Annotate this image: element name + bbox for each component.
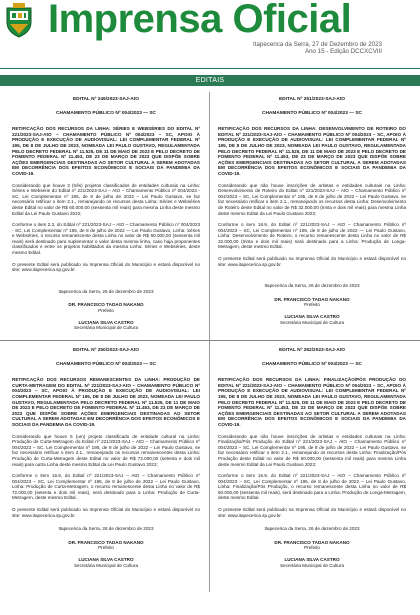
edital-heading: RETIFICAÇÃO DOS RECURSOS DA LINHA: SÉRIES E WEBSÉRIES DO EDITAL Nº 221/2023-SAJ-AtO – CHAMAMENTO PÚBLICO Nº 004/2023 – SC, APOIO À PRODUÇÃO E EXECUÇÃO DE AUDIOVISUAL: LEI COMPLEMENTAR FEDERAL Nº 195, DE 8 DE JULHO DE 2023, NOMEADA LEI PAULO GUSTAVO, REGULAMENTADA PELO DECRETO FEDERAL Nº 11.525, DE 11 DE MAIO DE 2023 E PELO DECRETO DE FOMENTO FEDERAL Nº 11.453, DE 23 DE MARÇO DE 2023 QUE DISPÕE SOBRE AÇÕES EMERGENCIAIS DESTINADAS AO SETOR CULTURAL A SEREM ADOTADAS EM DECORRÊNCIA DOS EFEITOS ECONÔMICOS E SOCIAIS DA PANDEMIA DA COVID-19. <box>12 126 200 176</box>
publication-info <box>253 41 382 55</box>
edital-paragraph: O presente Edital será publicado na Imprensa Oficial do Município e estará disponível no site: www.itapecerica.sp.gov.br. <box>218 507 406 518</box>
publication-title: Imprensa Oficial <box>48 0 352 41</box>
edital-heading: RETIFICAÇÃO DOS RECURSOS DA LINHA: FINALIZAÇÃO/PÓS PRODUÇÃO DO EDITAL Nº 221/2023-SAJ-AtO – CHAMAMENTO PÚBLICO Nº 004/2023 – SC, APOIO À PRODUÇÃO E EXECUÇÃO DE AUDIOVISUAL: LEI COMPLEMENTAR FEDERAL Nº 195, DE 8 DE JULHO DE 2023, NOMEADA LEI PAULO GUSTAVO, REGULAMENTADA PELO DECRETO FEDERAL Nº 11.525, DE 11 DE MAIO DE 2023 E PELO DECRETO DE FOMENTO FEDERAL Nº 11.453, DE 23 DE MARÇO DE 2023 QUE DISPÕE SOBRE AÇÕES EMERGENCIAIS DESTINADAS AO SETOR CULTURAL A SEREM ADOTADAS EM DECORRÊNCIA DOS EFEITOS ECONÔMICOS E SOCIAIS DA PANDEMIA DA COVID-19. <box>218 377 406 427</box>
edital-252 <box>218 348 406 574</box>
edital-heading: RETIFICAÇÃO DOS RECURSOS DA LINHA: DESENVOLVIMENTO DE ROTEIRO DO EDITAL Nº 221/2023-SAJ-AtO – CHAMAMENTO PÚBLICO Nº 004/2023 – SC, APOIO À PRODUÇÃO E EXECUÇÃO DE AUDIOVISUAL: LEI COMPLEMENTAR FEDERAL Nº 195, DE 8 DE JULHO DE 2023, NOMEADA LEI PAULO GUSTAVO, REGULAMENTADA PELO DECRETO FEDERAL Nº 11.525, DE 11 DE MAIO DE 2023 E PELO DECRETO DE FOMENTO FEDERAL Nº 11.453, DE 23 DE MARÇO DE 2023 QUE DISPÕE SOBRE AÇÕES EMERGENCIAIS DESTINADAS AO SETOR CULTURAL A SEREM ADOTADAS EM DECORRÊNCIA DOS EFEITOS ECONÔMICOS E SOCIAIS DA PANDEMIA DA COVID-19. <box>218 126 406 176</box>
edital-paragraph: Conforme o item 16.9, do Edital nº 221/2023-SAJ – AtO – Chamamento Público nº 004/2023 – SC, Lei Complementar nº 195, de 8 de julho de 2022 — Lei Paulo Gustavo, Linha: Desenvolvimento de Roteiro, o recurso remanescente desta Linha no valor de R$ 32.000,00 (trinta e dois mil reais) será destinado para a Linha: Produção de Longa-Metragem, deste mesmo Edital. <box>218 222 406 250</box>
signer-role: Prefeito <box>304 545 320 551</box>
edital-paragraph: O presente Edital será publicado na Imprensa Oficial do Município e estará disponível no site: www.itapecerica.sp.gov.br. <box>218 256 406 267</box>
edital-251 <box>218 97 406 331</box>
edital-paragraph: Conforme o item 16.9, do Edital nº 221/2023-SAJ – AtO – Chamamento Público nº 004/2023 – SC, Lei Complementar nº 195, de 8 de julho de 2022 – Lei Paulo Gustavo, Linha: Finalização/Pós Produção, o recurso remanescente desta Linha no valor de R$ 60.000,00 (sessenta mil reais), será destinado para a Linha: Produção de Longa-Metragem, deste mesmo Edital. <box>218 473 406 501</box>
masthead <box>0 0 420 58</box>
signer-role: Secretária Municipal de Cultura <box>279 562 345 568</box>
signer-name: DR. FRANCISCO TADAO NAKANO <box>68 539 144 545</box>
edital-paragraph: Considerando que não houve inscrições de artistas e entidades culturais na Linha: Desenvolvimento de Roteiro do Edital nº 221/2023-SAJ – AtO – Chamamento Público nº 004/2023 – SC, Lei Complementar nº 195, de 8 de julho de 2022 – Lei Paulo Gustavo, se faz necessário retificar o item 2.1., remanejando os recursos desta Linha: Desenvolvimento de Roteiro deste Edital no valor de R$ 32.000,00 (trinta e dois mil reais) para mesma Linha deste mesmo Edital da Lei Paulo Gustavo 2022; <box>218 182 406 216</box>
edital-paragraph: Conforme o item 16.9, do Edital nº 221/2023-SAJ – AtO – Chamamento Público nº 004/2023 – SC, Lei Complementar nº 195, de 8 de julho de 2022 – Lei Paulo Gustavo, Linha: Produção de Curta-Metragem, o recurso remanescente desta Linha no valor de R$ 72.000,00 (setenta e dois mil reais), será destinado para a Linha: Produção de Curta-Metragem, deste mesmo Edital. <box>12 473 200 501</box>
signer-name: LUCIANA SILVA CASTRO <box>78 557 134 563</box>
edital-subtitle: CHAMAMENTO PÚBLICO Nº 004/2023 — SC <box>55 110 157 116</box>
signer-name: DR. FRANCISCO TADAO NAKANO <box>274 296 350 302</box>
edital-subtitle: CHAMAMENTO PÚBLICO Nº 004/2023 — SC <box>261 110 363 116</box>
signer-name: LUCIANA SILVA CASTRO <box>284 557 340 563</box>
edital-subtitle: CHAMAMENTO PÚBLICO Nº 004/2023 — SC <box>261 361 363 367</box>
signer-name: DR. FRANCISCO TADAO NAKANO <box>274 539 350 545</box>
signer-role: Secretária Municipal de Cultura <box>279 319 345 325</box>
publication-date: Itapecerica da Serra, 27 de Dezembro de 2023 <box>253 41 382 48</box>
edital-title: EDITAL Nº 249/2023-SAJ-AtO <box>72 97 140 102</box>
edital-place-date: Itapecerica da Serra, 26 de dezembro de 2023 <box>264 526 360 532</box>
edital-paragraph: O presente Edital será publicado na Imprensa Oficial do Município e estará disponível no site: www.itapecerica.sp.gov.br. <box>12 261 200 273</box>
edital-title: EDITAL Nº 250/2023-SAJ-AtO <box>72 348 140 353</box>
column-divider <box>209 92 210 592</box>
edital-paragraph: O presente Edital será publicado na Imprensa Oficial do Município e estará disponível no site: www.itapecerica.sp.gov.br. <box>12 507 200 518</box>
signer-role: Secretária Municipal de Cultura <box>73 325 139 331</box>
edital-heading: RETIFICAÇÃO DOS RECURSOS REMANESCENTES DA LINHA: PRODUÇÃO DE CURTA-METRAGEM DO EDITAL Nº 221/2023-SAJ-AtO – CHAMAMENTO PÚBLICO Nº 004/2023 – SC, APOIO À PRODUÇÃO E EXECUÇÃO DE AUDIOVISUAL: LEI COMPLEMENTAR FEDERAL Nº 195, DE 8 DE JULHO DE 2023, NOMEADA LEI PAULO GUSTAVO, REGULAMENTADA PELO DECRETO FEDERAL Nº 11.525, DE 11 DE MAIO DE 2023 E PELO DECRETO DE FOMENTO FEDERAL Nº 11.453, DE 23 DE MARÇO DE 2023 QUE DISPÕE SOBRE AÇÕES EMERGENCIAIS DESTINADAS AO SETOR CULTURAL A SEREM ADOTADAS EM DECORRÊNCIA DOS EFEITOS ECONÔMICOS E SOCIAIS DA PANDEMIA DA COVID-19. <box>12 377 200 427</box>
edital-title: EDITAL Nº 252/2023-SAJ-AtO <box>278 348 346 353</box>
edital-paragraph: Conforme o item 2.3, do Edital nº 221/2023-SAJ – AtO – Chamamento Público nº 004/2023 - SC, Lei Complementar nº 195, de 8 de julho de 2022 — Lei Paulo Gustavo, Linha: Séries e Webséries, o recurso remanescente desta Linha no valor de R$ 60.000,00 (sessenta mil reais) será destinado para suplementar o valor desta mesma linha, caso haja proponentes classificados e entre os projetos habilitados da mesma Linha: Séries e Webséries, deste mesmo Edital. <box>12 222 200 256</box>
edital-title: EDITAL Nº 251/2023-SAJ-AtO <box>278 97 346 102</box>
signer-name: LUCIANA SILVA CASTRO <box>284 314 340 320</box>
edital-250 <box>12 348 200 574</box>
edital-249 <box>12 97 200 337</box>
edital-paragraph: Considerando que não houve inscrições de artistas e entidades culturais na Linha: Finalização/Pós Produção do Edital nº 221/2023-SAJ – AtO – Chamamento Público nº 004/2023 – SC, Lei Complementar nº 195, de 8 de julho de 2022 – Lei Paulo Gustavo, se faz necessário retificar o item 2.1., remanejando os recursos desta Linha: Finalização/Pós Produção deste Edital no valor de R$ 60.000,00 (sessenta mil reais) para mesma Linha deste mesmo Edital da Lei Paulo Gustavo 2022; <box>218 433 406 467</box>
edital-place-date: Itapecerica da Serra, 26 de dezembro de 2023 <box>58 288 154 294</box>
edital-paragraph: Considerando que houve 5 (um) projeto classificado de entidade cultural na Linha: Produção de Curta-Metragem do Edital nº 221/2023-SAJ – AtO – Chamamento Público nº 004/2023 – SC, Lei Complementar nº 195, de 8 de julho de 2022 – Lei Paulo Gustavo, se faz necessário retificar o item 2.1., remanejando os recursos remanescentes desta Linha: Produção de Curta-Metragem deste Edital no valor de R$ 72.000,00 (setenta e dois mil reais) para outra Linha deste mesmo Edital da Lei Paulo Gustavo 2022; <box>12 433 200 467</box>
edital-paragraph: Considerando que houve 3 (três) projetos classificados de entidades culturais na Linha: Séries e Websérie do Edital nº 221/2023-SAJ – AtO – Chamamento Público nº 004/2023 - SC, Lei Complementar nº 195, de 8 de julho de 2022 – Lei Paulo Gustavo, se faz necessário retificar o item 2.1., remanejando os recursos desta Linha: Séries e Webséries deste Edital no valor de R$ 60.000,00 (sessenta mil reais) para mesma Linha deste mesmo Edital da Lei Paulo Gustavo 2022; <box>12 182 200 216</box>
edital-place-date: Itapecerica da Serra, 26 de dezembro de 2023 <box>264 283 360 289</box>
edital-subtitle: CHAMAMENTO PÚBLICO Nº 004/2023 — SC <box>55 361 157 367</box>
signer-role: Prefeito <box>304 302 320 308</box>
signer-name: DR. FRANCISCO TADAO NAKANO <box>68 302 144 308</box>
section-title: EDITAIS <box>195 77 225 84</box>
edital-place-date: Itapecerica da Serra, 26 de dezembro de 2023 <box>58 526 154 532</box>
signer-role: Secretária Municipal de Cultura <box>73 562 139 568</box>
signer-role: Prefeito <box>98 308 114 314</box>
publication-edition: Ano 15 - Edição DCCXCVIII <box>304 48 382 56</box>
header-rule <box>0 68 420 69</box>
coat-of-arms-icon <box>4 2 34 38</box>
signer-role: Prefeito <box>98 545 114 551</box>
section-divider <box>0 340 420 341</box>
signer-name: LUCIANA SILVA CASTRO <box>78 319 134 325</box>
